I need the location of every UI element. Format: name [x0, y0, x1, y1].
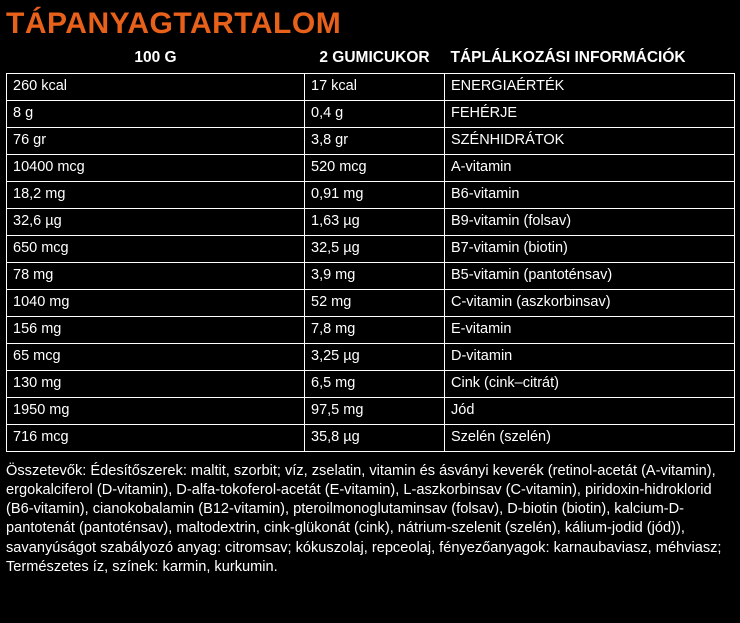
table-header [7, 46, 735, 74]
table-row [7, 154, 735, 181]
cell-per-100g: 78 mg [7, 262, 305, 289]
table-row [7, 343, 735, 370]
table-body [7, 73, 735, 451]
cell-nutrient-name: FEHÉRJE [445, 100, 735, 127]
nutrition-table [6, 46, 735, 452]
cell-nutrient-name: B9-vitamin (folsav) [445, 208, 735, 235]
cell-per-100g: 10400 mcg [7, 154, 305, 181]
cell-per-2-gummies: 52 mg [305, 289, 445, 316]
table-row [7, 370, 735, 397]
cell-per-100g: 32,6 µg [7, 208, 305, 235]
cell-per-100g: 156 mg [7, 316, 305, 343]
cell-per-100g: 716 mcg [7, 424, 305, 451]
cell-per-2-gummies: 1,63 µg [305, 208, 445, 235]
cell-per-100g: 1040 mg [7, 289, 305, 316]
cell-per-2-gummies: 32,5 µg [305, 235, 445, 262]
cell-per-100g: 76 gr [7, 127, 305, 154]
column-header-per-100g: 100 G [134, 48, 177, 66]
column-header-nutrition-info: TÁPLÁLKOZÁSI INFORMÁCIÓK [450, 48, 686, 66]
ingredients-text: Összetevők: Édesítőszerek: maltit, szorbit; víz, zselatin, vitamin és ásványi keverék (retinol-acetát (A-vitamin), ergokalciferol (D-vitamin), D-alfa-tokoferol-acetát (E-vitamin), L-aszkorbinsav (C-vitamin), piridoxin-hidroklorid (B6-vitamin), cianokobalamin (B12-vitamin), pteroilmonoglutaminsav (folsav), D-biotin (biotin), kalcium-D-pantotenát (pantoténsav), maltodextrin, cink-glükonát (cink), nátrium-szelenit (szelén), kálium-jodid (jód)), savanyúságot szabályozó anyag: citromsav; kókuszolaj, repceolaj, fényezőanyagok: karnaubaviasz, méhviasz; Természetes íz, színek: karmin, kurkumin. [6, 462, 726, 575]
cell-nutrient-name: D-vitamin [445, 343, 735, 370]
cell-nutrient-name: Jód [445, 397, 735, 424]
cell-nutrient-name: B7-vitamin (biotin) [445, 235, 735, 262]
cell-per-100g: 130 mg [7, 370, 305, 397]
table-row [7, 73, 735, 100]
cell-nutrient-name: E-vitamin [445, 316, 735, 343]
cell-per-2-gummies: 35,8 µg [305, 424, 445, 451]
table-row [7, 127, 735, 154]
cell-per-2-gummies: 3,9 mg [305, 262, 445, 289]
cell-nutrient-name: Cink (cink–citrát) [445, 370, 735, 397]
cell-per-100g: 8 g [7, 100, 305, 127]
cell-per-100g: 650 mcg [7, 235, 305, 262]
cell-nutrient-name: C-vitamin (aszkorbinsav) [445, 289, 735, 316]
table-row [7, 208, 735, 235]
cell-per-2-gummies: 7,8 mg [305, 316, 445, 343]
cell-nutrient-name: B5-vitamin (pantoténsav) [445, 262, 735, 289]
cell-per-100g: 18,2 mg [7, 181, 305, 208]
column-header-per-2-gummies: 2 GUMICUKOR [319, 48, 430, 66]
cell-per-2-gummies: 0,4 g [305, 100, 445, 127]
table-row [7, 262, 735, 289]
table-row [7, 181, 735, 208]
table-row [7, 289, 735, 316]
cell-per-100g: 1950 mg [7, 397, 305, 424]
cell-nutrient-name: A-vitamin [445, 154, 735, 181]
cell-nutrient-name: SZÉNHIDRÁTOK [445, 127, 735, 154]
table-row [7, 397, 735, 424]
cell-nutrient-name: ENERGIAÉRTÉK [445, 73, 735, 100]
cell-nutrient-name: B6-vitamin [445, 181, 735, 208]
cell-per-100g: 260 kcal [7, 73, 305, 100]
table-row [7, 316, 735, 343]
table-row [7, 424, 735, 451]
cell-per-100g: 65 mcg [7, 343, 305, 370]
table-header-row [7, 46, 735, 74]
cell-per-2-gummies: 6,5 mg [305, 370, 445, 397]
cell-per-2-gummies: 17 kcal [305, 73, 445, 100]
cell-per-2-gummies: 97,5 mg [305, 397, 445, 424]
cell-per-2-gummies: 3,8 gr [305, 127, 445, 154]
table-row [7, 235, 735, 262]
cell-per-2-gummies: 3,25 µg [305, 343, 445, 370]
cell-nutrient-name: Szelén (szelén) [445, 424, 735, 451]
table-row [7, 100, 735, 127]
page-title: TÁPANYAGTARTALOM [6, 7, 342, 40]
cell-per-2-gummies: 0,91 mg [305, 181, 445, 208]
cell-per-2-gummies: 520 mcg [305, 154, 445, 181]
